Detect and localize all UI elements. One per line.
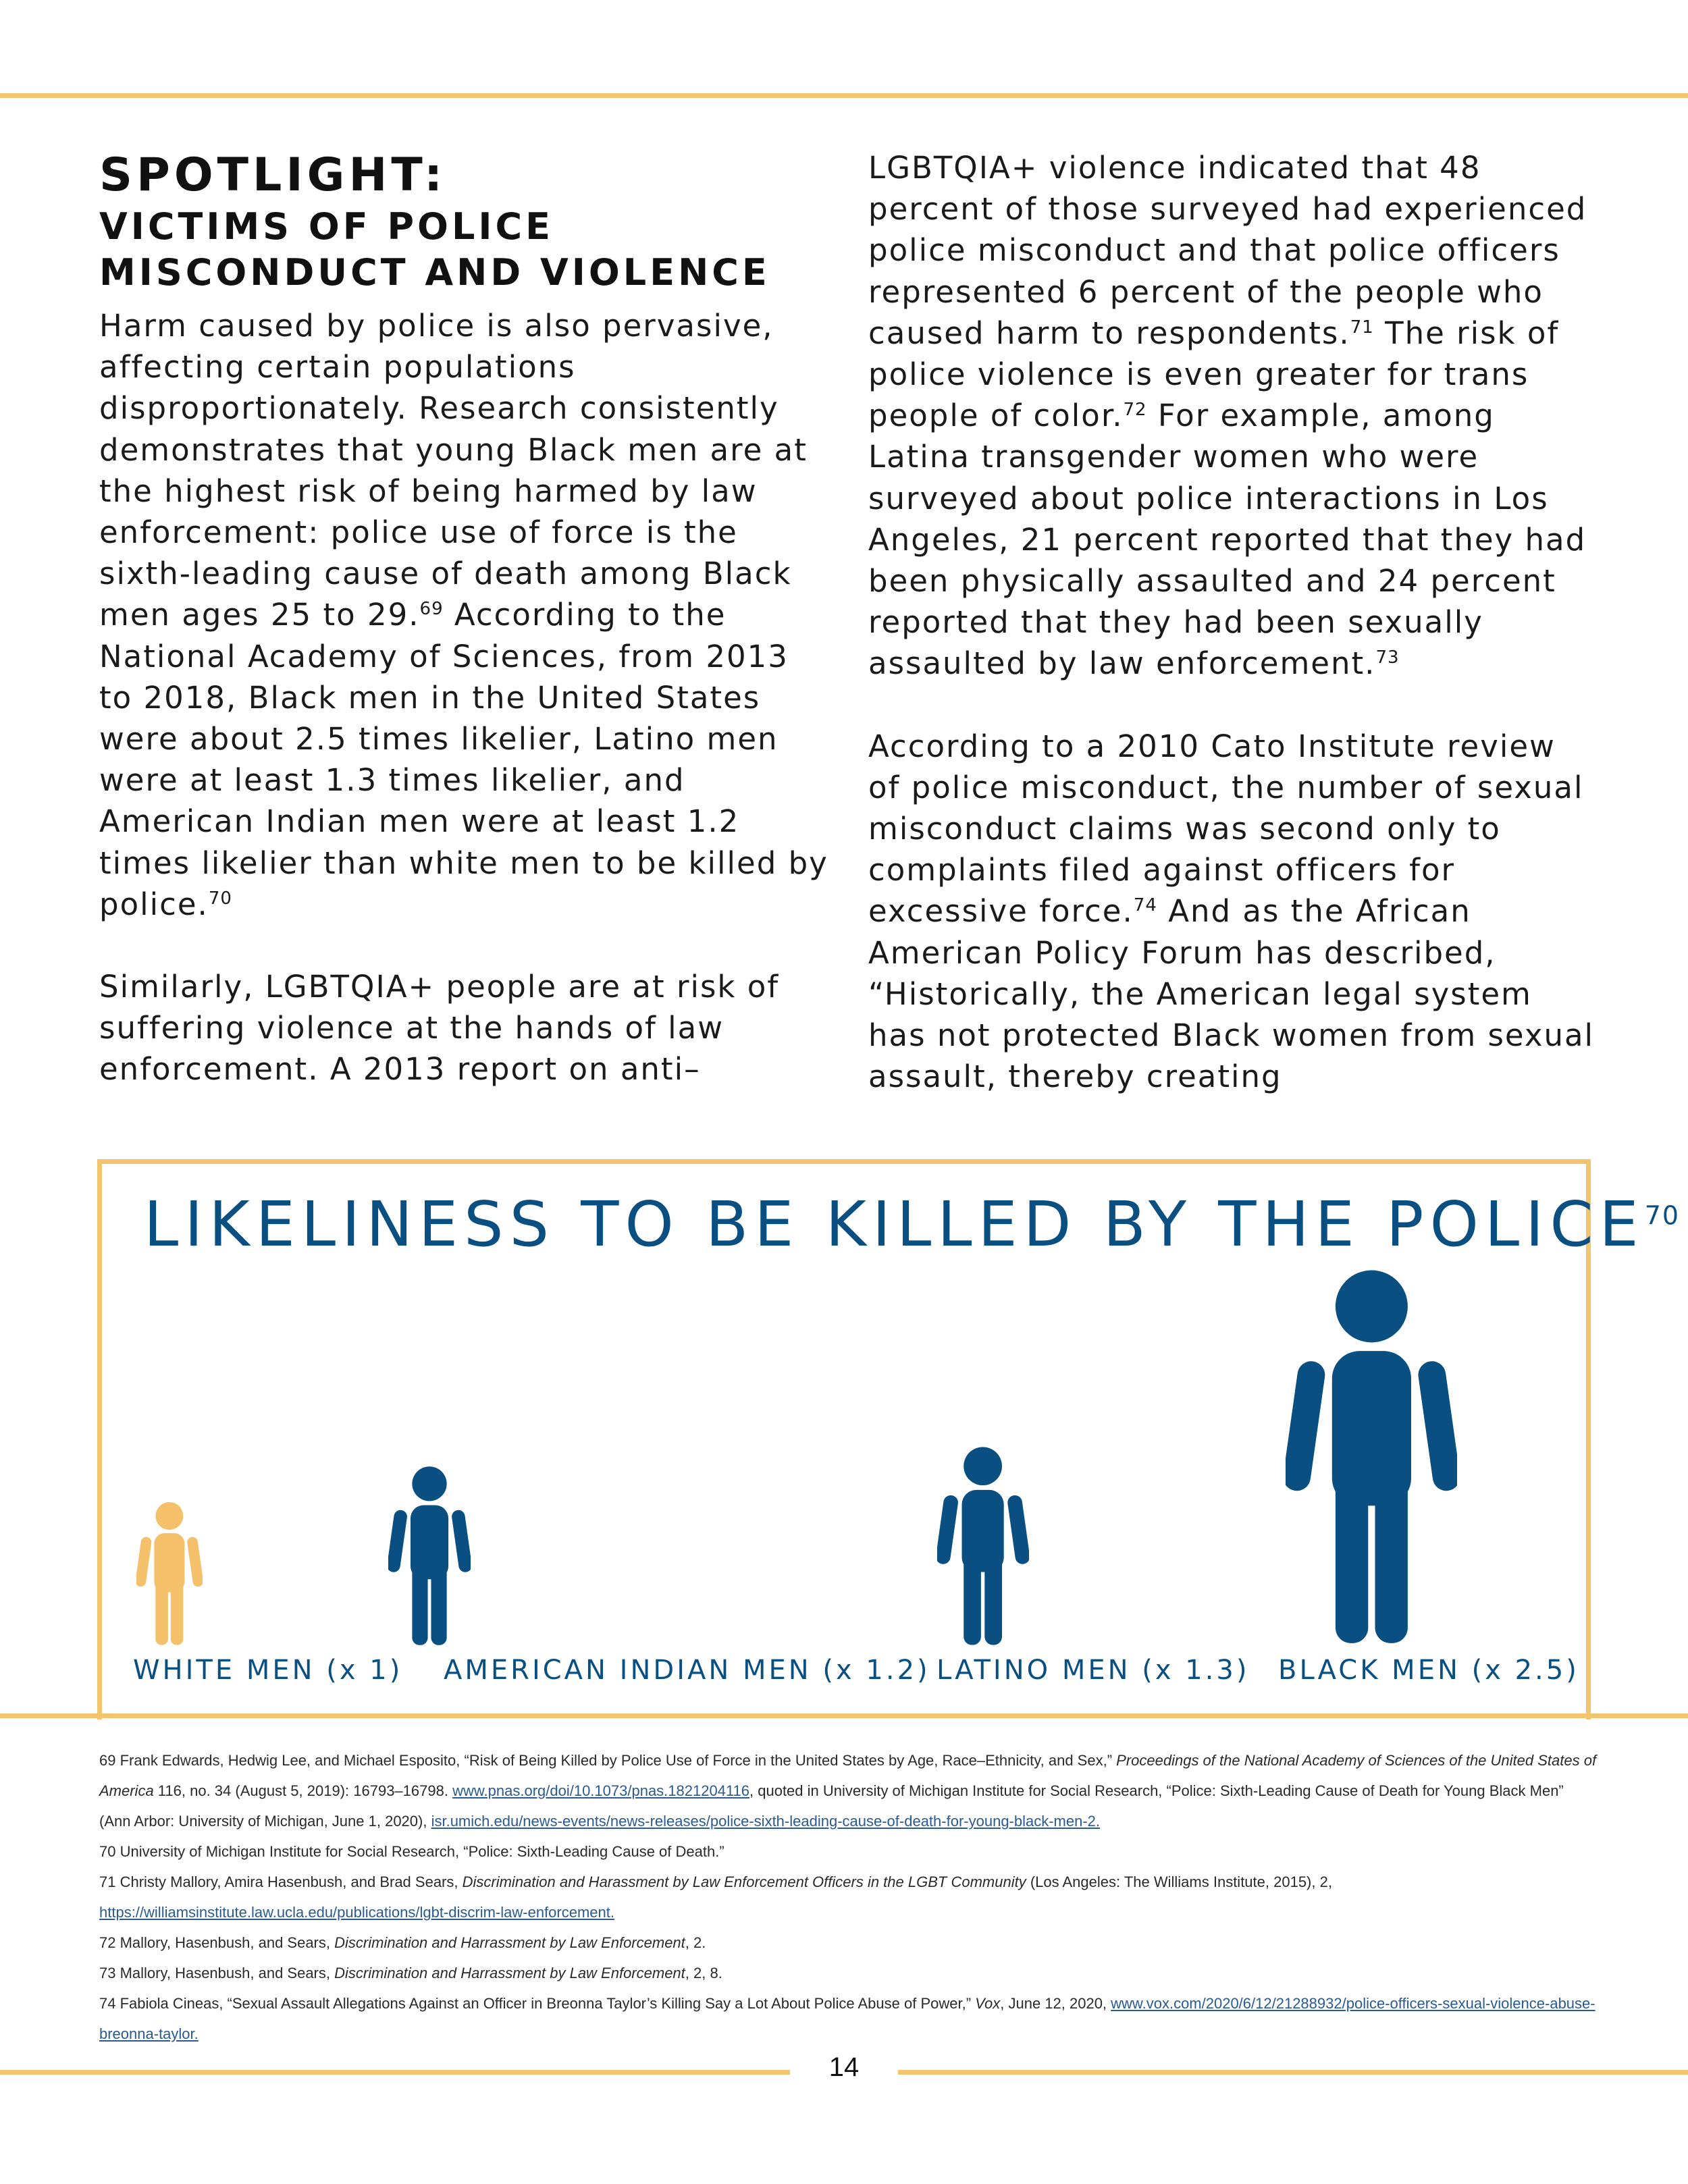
right-paragraph-2	[868, 726, 1598, 1098]
footnote-73-text-b: , 2, 8.	[685, 1965, 722, 1981]
infographic-bottom-rule	[0, 1713, 1688, 1718]
head	[964, 1447, 1003, 1485]
left-leg	[155, 1574, 168, 1645]
white-men-label: WHITE MEN (x 1)	[133, 1655, 403, 1686]
black-men-person-icon	[1286, 1269, 1458, 1647]
left-column	[99, 147, 828, 1090]
footnote-69	[99, 1745, 1598, 1836]
right-leg	[431, 1556, 446, 1645]
footer-rule-right	[898, 2070, 1688, 2075]
right-arm	[1007, 1494, 1028, 1565]
footnote-74-link[interactable]: www.vox.com/2020/6/12/21288932/police-officers-sexual-violence-abuse-breonna-taylor.	[99, 1995, 1595, 2042]
left-p1-text-b: According to the National Academy of Sciences, from 2013 to 2018, Black men in the United States were about 2.5 times likelier, Latino men were at least 1.3 times likelier, and American Indian men were at least 1.2 times likelier than white men to be killed by police.	[99, 597, 828, 922]
footnote-69-link-isr[interactable]: isr.umich.edu/news-events/news-releases/police-sixth-leading-cause-of-death-for-young-black-men-2.	[431, 1813, 1101, 1830]
head	[1335, 1271, 1407, 1343]
footnote-73-title: Discrimination and Harrassment by Law Enforcement	[334, 1965, 685, 1981]
left-arm	[1286, 1360, 1327, 1493]
right-p2-text: According to a 2010 Cato Institute review of police misconduct, the number of sexual misconduct claims was second only to complaints filed against officers for excessive force.	[868, 728, 1584, 930]
footnote-71	[99, 1867, 1598, 1927]
left-leg	[412, 1556, 427, 1645]
black-men-label: BLACK MEN (x 2.5)	[1278, 1655, 1579, 1686]
left-paragraph-1	[99, 305, 828, 925]
footnote-ref-71[interactable]: 71	[1350, 317, 1374, 338]
right-p1-text: LGBTQIA+ violence indicated that 48 percent of those surveyed had experienced police misconduct and that police officers represented 6 percent of the people who caused harm to respondents.	[868, 150, 1587, 351]
footnote-72-title: Discrimination and Harrassment by Law Enforcement	[334, 1934, 685, 1951]
left-leg	[964, 1546, 982, 1645]
footnote-69-text-b: 116, no. 34 (August 5, 2019): 16793–16798.	[153, 1782, 453, 1799]
footnote-72	[99, 1927, 1598, 1958]
right-column	[868, 147, 1598, 1097]
right-p1-text-c: For example, among Latina transgender women who were surveyed about police interactions in Los Angeles, 21 percent reported that they had been physically assaulted and 24 percent reported that they had been sexually assaulted by law enforcement.	[868, 398, 1587, 682]
american-indian-men-label: AMERICAN INDIAN MEN (x 1.2)	[444, 1655, 930, 1686]
spotlight-title: SPOTLIGHT:	[99, 149, 447, 202]
right-leg	[171, 1574, 184, 1645]
left-arm	[388, 1509, 408, 1572]
right-leg	[985, 1546, 1003, 1645]
spotlight-subtitle: VICTIMS OF POLICE MISCONDUCT AND VIOLENCE	[99, 205, 770, 294]
footnote-71-title: Discrimination and Harassment by Law Enforcement Officers in the LGBT Community	[462, 1873, 1026, 1890]
right-p1-text-b: The risk of police violence is even greater for trans people of color.	[868, 315, 1560, 434]
footnote-69-journal: Proceedings of the National Academy of Sciences of the United States of America	[99, 1752, 1597, 1799]
footnote-74-text: 74 Fabiola Cineas, “Sexual Assault Allegations Against an Officer in Breonna Taylor’s Killing Say a Lot About Police Abuse of Power,”	[99, 1995, 976, 2012]
left-paragraph-2: Similarly, LGBTQIA+ people are at risk of suffering violence at the hands of law enforcement. A 2013 report on anti–	[99, 969, 780, 1088]
left-arm	[136, 1537, 152, 1588]
footnote-72-text: 72 Mallory, Hasenbush, and Sears,	[99, 1934, 335, 1951]
footnote-69-text-c: , quoted in University of Michigan Institute for Social Research, “Police: Sixth-Leading Cause of Death for Young Black Men” (Ann Arbor: University of Michigan, June 1, 2020),	[99, 1782, 1564, 1830]
footnote-69-text: 69 Frank Edwards, Hedwig Lee, and Michael Esposito, “Risk of Being Killed by Police Use of Force in the United States by Age, Race–Ethnicity, and Sex,”	[99, 1752, 1117, 1769]
head	[155, 1502, 183, 1530]
right-arm	[186, 1537, 202, 1588]
latino-men-person-icon	[937, 1446, 1028, 1647]
footnote-70: 70 University of Michigan Institute for Social Research, “Police: Sixth-Leading Cause of Death.”	[99, 1843, 724, 1860]
white-men-person-icon	[136, 1501, 203, 1647]
footnote-73-text: 73 Mallory, Hasenbush, and Sears,	[99, 1965, 335, 1981]
latino-men-label: LATINO MEN (x 1.3)	[937, 1655, 1250, 1686]
left-leg	[1335, 1458, 1367, 1643]
footnote-ref-72[interactable]: 72	[1123, 400, 1147, 421]
footnote-71-text: 71 Christy Mallory, Amira Hasenbush, and Brad Sears,	[99, 1873, 463, 1890]
left-arm	[937, 1494, 959, 1565]
footnote-74-publication: Vox	[975, 1995, 1001, 2012]
footnote-73	[99, 1958, 1598, 1988]
footnote-ref-70[interactable]: 70	[208, 888, 232, 909]
footnote-ref-69[interactable]: 69	[419, 599, 444, 620]
footnote-71-link[interactable]: https://williamsinstitute.law.ucla.edu/publications/lgbt-discrim-law-enforcement.	[99, 1904, 614, 1921]
infographic-title	[144, 1188, 1680, 1260]
footer-rule-left	[0, 2070, 790, 2075]
right-p2-text-b: And as the African American Policy Forum has described, “Historically, the American legal system has not protected Black women from sexual assault, thereby creating	[868, 893, 1595, 1095]
footnote-72-text-b: , 2.	[685, 1934, 706, 1951]
infographic-title-text: LIKELINESS TO BE KILLED BY THE POLICE	[144, 1188, 1645, 1260]
footnotes	[99, 1745, 1598, 2049]
right-arm	[451, 1509, 471, 1572]
page-number: 14	[828, 2052, 860, 2082]
right-arm	[1416, 1360, 1457, 1493]
right-paragraph-1	[868, 147, 1598, 685]
footnote-74-text-b: , June 12, 2020,	[1000, 1995, 1111, 2012]
infographic-likeliness	[97, 1159, 1681, 1720]
top-rule	[0, 93, 1688, 98]
left-p1-text: Harm caused by police is also pervasive, affecting certain populations disproportionately. Research consistently demonstrates that young Black men are at the highest risk of being harmed by law enforcement: police use of force is the sixth-leading cause of death among Black men ages 25 to 29.	[99, 308, 808, 633]
footnote-71-text-b: (Los Angeles: The Williams Institute, 2015), 2,	[1026, 1873, 1332, 1890]
footnote-ref-74[interactable]: 74	[1133, 895, 1157, 916]
infographic-title-footnote[interactable]: 70	[1644, 1200, 1681, 1231]
right-leg	[1375, 1458, 1407, 1643]
head	[412, 1466, 446, 1501]
footnote-74	[99, 1988, 1598, 2049]
american-indian-men-person-icon	[388, 1466, 471, 1647]
footnote-ref-73[interactable]: 73	[1375, 647, 1400, 668]
footnote-69-link-pnas[interactable]: www.pnas.org/doi/10.1073/pnas.1821204116	[452, 1782, 750, 1799]
